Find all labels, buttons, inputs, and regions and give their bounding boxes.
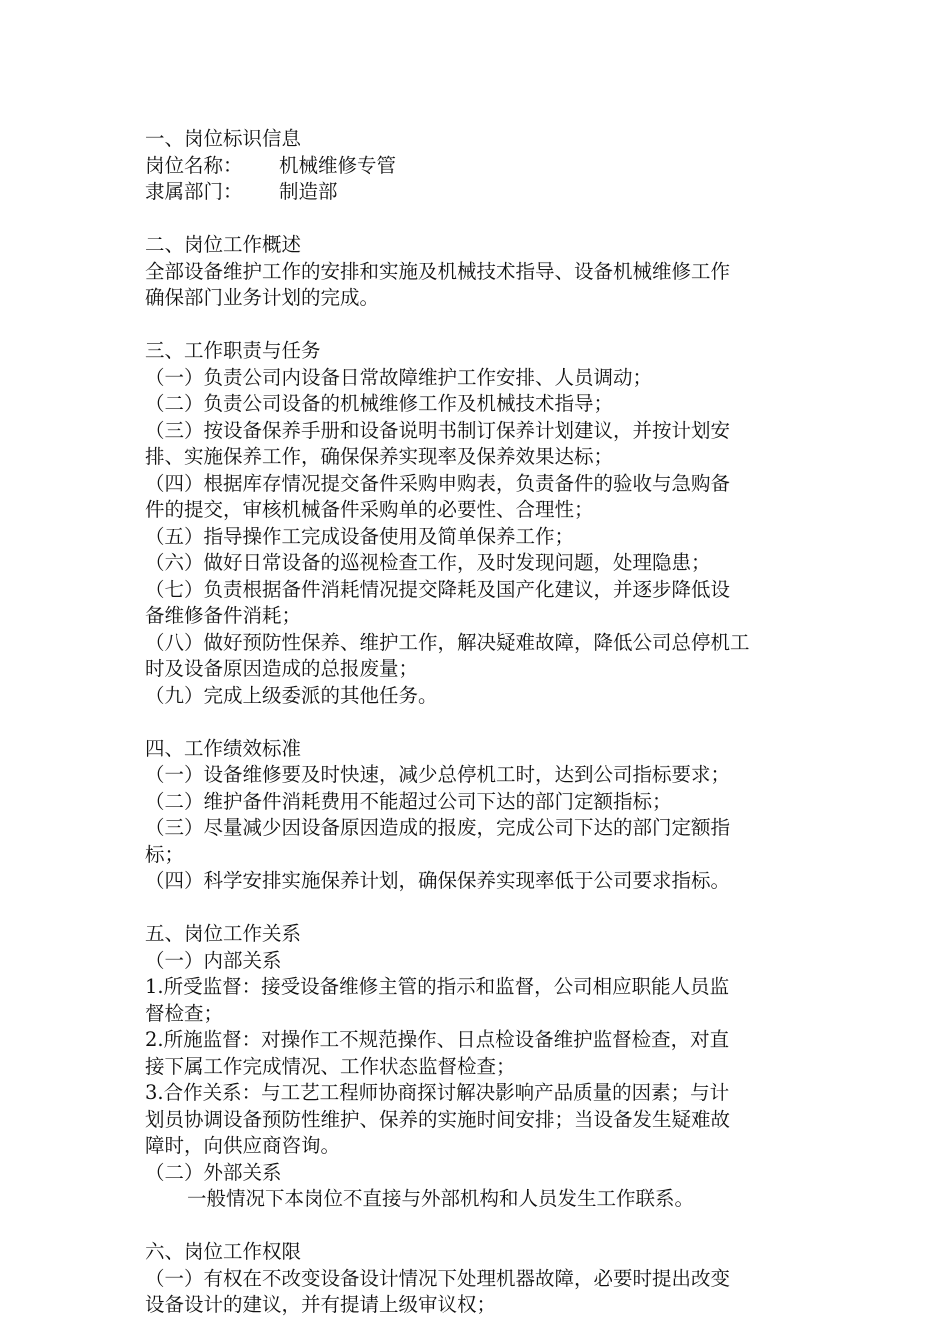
duty-line: （五）指导操作工完成设备使用及简单保养工作； [145,524,575,548]
duty-line: （一）负责公司内设备日常故障维护工作安排、人员调动； [145,365,653,389]
standard-line: 标； [145,842,185,866]
relation-line: 划员协调设备预防性维护、保养的实施时间安排；当设备发生疑难故 [145,1107,731,1131]
standard-line: （一）设备维修要及时快速，减少总停机工时，达到公司指标要求； [145,763,731,786]
post-name-value: 机械维修专管 [279,153,397,177]
department-value: 制造部 [279,180,338,203]
section-4-title: 四、工作绩效标准 [145,736,302,760]
authority-line: 设备设计的建议，并有提请上级审议权； [145,1293,497,1316]
internal-relations-title: （一）内部关系 [145,948,282,972]
relation-line: 3.合作关系：与工艺工程师协商探讨解决影响产品质量的因素；与计 [145,1081,730,1104]
department-label: 隶属部门： [145,180,243,203]
duty-line: （四）根据库存情况提交备件采购申购表，负责备件的验收与急购备 [145,471,731,495]
overview-line: 确保部门业务计划的完成。 [145,286,380,309]
department-row [145,179,815,206]
relation-line: 督检查； [145,1001,224,1025]
standard-line: （二）维护备件消耗费用不能超过公司下达的部门定额指标； [145,789,672,813]
standard-line: （三）尽量减少因设备原因造成的报废，完成公司下达的部门定额指 [145,816,731,839]
section-6-title: 六、岗位工作权限 [145,1240,302,1263]
duty-line: （九）完成上级委派的其他任务。 [145,683,438,707]
duty-line: 备维修备件消耗； [145,604,302,627]
external-relations-text: 一般情况下本岗位不直接与外部机构和人员发生工作联系。 [187,1187,695,1210]
post-name-label: 岗位名称： [145,153,243,177]
standard-line: （四）科学安排实施保养计划，确保保养实现率低于公司要求指标。 [145,869,731,892]
duty-line: （二）负责公司设备的机械维修工作及机械技术指导； [145,392,614,415]
duty-line: （六）做好日常设备的巡视检查工作，及时发现问题，处理隐患； [145,551,711,574]
duty-line: 排、实施保养工作，确保保养实现率及保养效果达标； [145,445,614,468]
relation-line: 1.所受监督：接受设备维修主管的指示和监督，公司相应职能人员监 [145,975,730,998]
section-2-title: 二、岗位工作概述 [145,233,302,256]
duty-line: （八）做好预防性保养、维护工作，解决疑难故障，降低公司总停机工 [145,630,750,654]
post-name-row [145,153,815,180]
section-1-title: 一、岗位标识信息 [145,127,302,150]
section-5-title: 五、岗位工作关系 [145,922,302,945]
overview-line: 全部设备维护工作的安排和实施及机械技术指导、设备机械维修工作 [145,259,731,283]
relation-line: 接下属工作完成情况、工作状态监督检查； [145,1054,516,1078]
section-3-title: 三、工作职责与任务 [145,339,321,362]
external-relations-title: （二）外部关系 [145,1160,282,1184]
duty-line: （三）按设备保养手册和设备说明书制订保养计划建议，并按计划安 [145,418,731,442]
duty-line: （七）负责根据备件消耗情况提交降耗及国产化建议，并逐步降低设 [145,577,731,601]
relation-line: 障时，向供应商咨询。 [145,1134,341,1157]
duty-line: 时及设备原因造成的总报废量； [145,657,419,680]
duty-line: 件的提交，审核机械备件采购单的必要性、合理性； [145,498,594,521]
document-page [145,126,815,1319]
authority-line: （一）有权在不改变设备设计情况下处理机器故障，必要时提出改变 [145,1266,731,1290]
relation-line: 2.所施监督：对操作工不规范操作、日点检设备维护监督检查，对直 [145,1028,730,1051]
